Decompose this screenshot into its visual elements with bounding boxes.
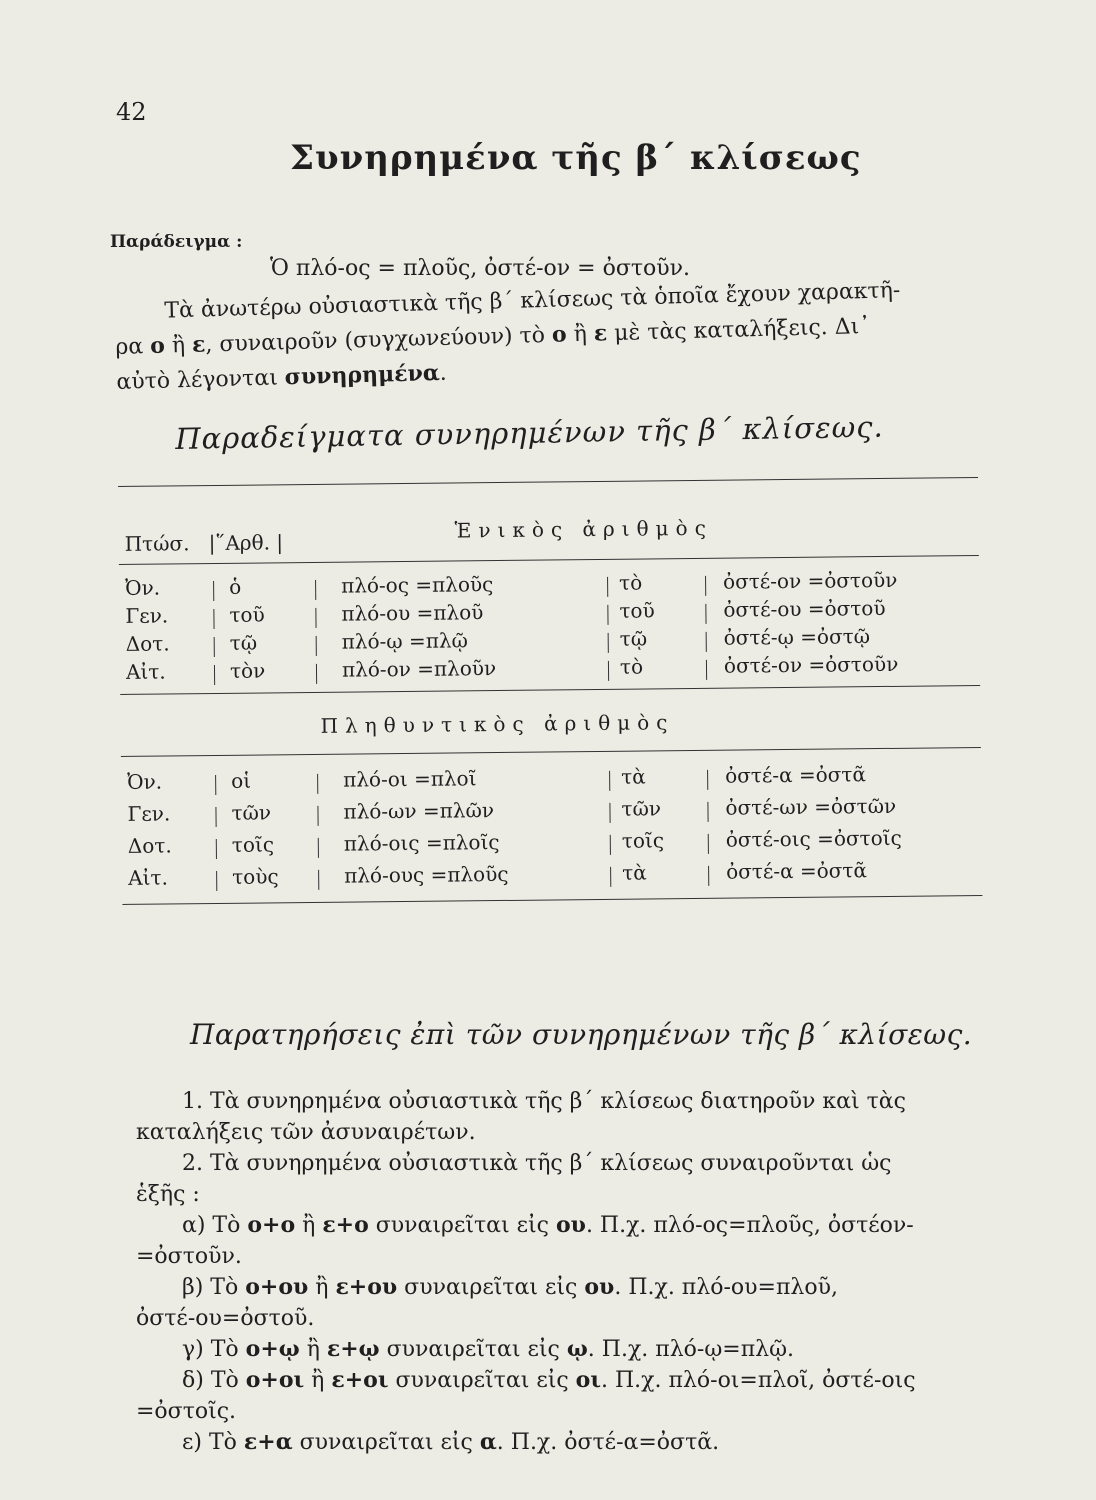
table-divider bbox=[215, 807, 216, 827]
table-divider bbox=[315, 580, 316, 600]
table-divider bbox=[608, 661, 609, 681]
table-rule bbox=[118, 477, 978, 487]
obs-text: ἢ bbox=[299, 1337, 327, 1362]
obs-bold: ο+οι bbox=[245, 1367, 305, 1393]
table-cell-form2: ὀστέ-α =ὀστᾶ bbox=[726, 858, 868, 884]
table-cell-form2: ὀστέ-ον =ὀστοῦν bbox=[722, 567, 898, 594]
observations-title: Παρατηρήσεις ἐπὶ τῶν συνηρημένων τῆς β΄ κλίσεως. bbox=[190, 1018, 973, 1051]
table-divider bbox=[216, 839, 217, 859]
table-cell-art2: τὰ bbox=[621, 764, 646, 789]
table-cell-case: Αἰτ. bbox=[128, 865, 169, 890]
obs-text: α) Τὸ bbox=[182, 1213, 248, 1238]
table-cell-art2: τῶν bbox=[621, 796, 662, 821]
table-divider bbox=[706, 660, 707, 680]
obs-text: συναιρεῖται εἰς bbox=[379, 1337, 567, 1362]
table-divider bbox=[214, 637, 215, 657]
table-cell-form1: πλό-ον =πλοῦν bbox=[341, 656, 497, 682]
table-cell-art1: τῷ bbox=[229, 630, 258, 655]
table-cell-art2: τὸ bbox=[618, 570, 643, 595]
obs-c bbox=[136, 1334, 1006, 1365]
page-title: Συνηρημένα τῆς β΄ κλίσεως bbox=[290, 138, 862, 178]
intro-text: . bbox=[439, 360, 448, 386]
table-divider bbox=[213, 581, 214, 601]
table-divider bbox=[607, 605, 608, 625]
table-cell-case: Ὀν. bbox=[127, 769, 163, 794]
intro-text: μὲ τὰς καταλήξεις. Δι᾽ bbox=[606, 313, 871, 347]
obs-text: συναιρεῖται εἰς bbox=[388, 1368, 576, 1393]
intro-text: ἢ bbox=[566, 321, 595, 348]
table-divider bbox=[706, 632, 707, 652]
table-cell-art1: οἱ bbox=[231, 768, 252, 793]
intro-bold: συνηρημένα bbox=[284, 359, 441, 391]
obs-b-cont: ὀστέ-ου=ὀστοῦ. bbox=[136, 1306, 315, 1331]
obs-text: . Π.χ. πλό-ῳ=πλῷ. bbox=[587, 1337, 795, 1362]
table-divider bbox=[316, 636, 317, 656]
table-divider bbox=[317, 806, 318, 826]
obs-d-cont: =ὀστοῖς. bbox=[136, 1399, 237, 1424]
table-divider bbox=[316, 664, 317, 684]
table-cell-case: Γεν. bbox=[127, 801, 171, 826]
intro-text: ἢ bbox=[164, 332, 193, 359]
table-divider bbox=[609, 771, 610, 791]
intro-bold: ο bbox=[149, 332, 166, 360]
table-cell-form1: πλό-ους =πλοῦς bbox=[344, 861, 509, 888]
table-divider bbox=[214, 665, 215, 685]
obs-text: . Π.χ. πλό-ου=πλοῦ, bbox=[614, 1275, 838, 1300]
obs-text: συναιρεῖται εἰς bbox=[397, 1275, 585, 1300]
obs-text: ε) Τὸ bbox=[182, 1430, 244, 1455]
obs-text: . Π.χ. ὀστέ-α=ὀστᾶ. bbox=[496, 1430, 720, 1455]
table-divider bbox=[315, 608, 316, 628]
obs-bold: ο+ῳ bbox=[245, 1336, 300, 1362]
table-divider bbox=[318, 838, 319, 858]
obs-d bbox=[136, 1365, 1006, 1396]
obs-bold: ῳ bbox=[566, 1336, 588, 1362]
obs-bold: ε+α bbox=[243, 1429, 293, 1455]
obs-bold: οι bbox=[575, 1367, 601, 1393]
table-divider bbox=[610, 867, 611, 887]
table-cell-art1: τοῖς bbox=[231, 832, 275, 857]
obs-text: ἢ bbox=[308, 1275, 336, 1300]
table-cell-art1: τὸν bbox=[229, 658, 266, 683]
table-divider bbox=[213, 609, 214, 629]
table-cell-form1: πλό-οις =πλοῖς bbox=[343, 830, 500, 856]
intro-bold: ε bbox=[593, 320, 608, 347]
obs-text: συναιρεῖται εἰς bbox=[292, 1430, 480, 1455]
table-cell-form1: πλό-οι =πλοῖ bbox=[343, 766, 477, 792]
table-divider bbox=[317, 774, 318, 794]
table-divider bbox=[705, 576, 706, 596]
table-cell-case: Ὀν. bbox=[125, 575, 161, 600]
obs-text: . Π.χ. πλό-ος=πλοῦς, ὀστέον- bbox=[585, 1213, 914, 1238]
obs-a-cont: =ὀστοῦν. bbox=[136, 1244, 242, 1269]
table-cell-form1: πλό-ων =πλῶν bbox=[343, 798, 495, 824]
col-header-case: Πτώσ. bbox=[124, 531, 190, 556]
col-header-article: |῞Αρθ. | bbox=[208, 530, 284, 556]
page-number: 42 bbox=[116, 98, 147, 126]
table-cell-art2: τὸ bbox=[619, 654, 644, 679]
obs-b bbox=[136, 1272, 1006, 1303]
table-cell-form2: ὀστέ-οις =ὀστοῖς bbox=[725, 825, 902, 852]
obs-bold: ε+οι bbox=[331, 1367, 389, 1393]
example-label: Παράδειγμα : bbox=[110, 232, 243, 252]
table-cell-art2: τῷ bbox=[619, 626, 648, 651]
intro-line-1: Τὰ ἀνωτέρω οὐσιαστικὰ τῆς β΄ κλίσεως τὰ ὁποῖα ἔχουν χαρακτῆ- bbox=[164, 278, 901, 324]
obs-bold: ε+ῳ bbox=[326, 1336, 380, 1362]
table-cell-art2: τοῦ bbox=[619, 598, 655, 623]
obs-bold: ο+ου bbox=[245, 1274, 309, 1300]
declension-table bbox=[118, 471, 993, 940]
table-cell-form1: πλό-ου =πλοῦ bbox=[341, 600, 484, 626]
table-divider bbox=[318, 870, 319, 890]
table-divider bbox=[607, 577, 608, 597]
table-cell-art1: τῶν bbox=[231, 800, 272, 825]
obs-1-line-1: 1. Τὰ συνηρημένα οὐσιαστικὰ τῆς β΄ κλίσεως διατηροῦν καὶ τὰς bbox=[182, 1089, 906, 1114]
table-cell-case: Δοτ. bbox=[125, 631, 170, 656]
table-subtitle: Παραδείγματα συνηρημένων τῆς β΄ κλίσεως. bbox=[175, 409, 884, 456]
table-cell-case: Γεν. bbox=[125, 603, 169, 628]
obs-bold: ου bbox=[555, 1212, 586, 1238]
table-cell-art2: τὰ bbox=[622, 860, 647, 885]
obs-text: συναιρεῖται εἰς bbox=[368, 1213, 556, 1238]
obs-text: γ) Τὸ bbox=[182, 1337, 246, 1362]
table-divider bbox=[707, 802, 708, 822]
table-cell-art1: τοῦ bbox=[229, 602, 265, 627]
intro-text: ρα bbox=[115, 334, 151, 360]
obs-1-line-2: καταλήξεις τῶν ἀσυναιρέτων. bbox=[136, 1120, 476, 1145]
intro-paragraph bbox=[114, 272, 987, 400]
obs-bold: ο+ο bbox=[247, 1212, 296, 1238]
table-cell-form2: ὀστέ-ῳ =ὀστῷ bbox=[723, 624, 871, 650]
table-divider bbox=[215, 775, 216, 795]
table-cell-form1: πλό-ος =πλοῦς bbox=[340, 572, 494, 598]
table-divider bbox=[708, 866, 709, 886]
obs-text: . Π.χ. πλό-οι=πλοῖ, ὀστέ-οις bbox=[601, 1368, 916, 1393]
obs-e bbox=[136, 1427, 1006, 1458]
table-cell-form2: ὀστέ-α =ὀστᾶ bbox=[725, 762, 867, 788]
obs-bold: ου bbox=[584, 1274, 615, 1300]
table-cell-art1: τοὺς bbox=[232, 864, 279, 889]
table-cell-case: Αἰτ. bbox=[125, 659, 166, 684]
table-cell-form1: πλό-ῳ =πλῷ bbox=[341, 628, 468, 654]
obs-bold: α bbox=[479, 1429, 497, 1455]
obs-2-line-1: 2. Τὰ συνηρημένα οὐσιαστικὰ τῆς β΄ κλίσεως συναιροῦνται ὡς bbox=[182, 1151, 892, 1176]
example-text: Ὁ πλό-ος = πλοῦς, ὀστέ-ον = ὀστοῦν. bbox=[270, 256, 691, 281]
table-cell-form2: ὀστέ-ον =ὀστοῦν bbox=[723, 651, 899, 678]
table-divider bbox=[608, 633, 609, 653]
obs-text: ἢ bbox=[304, 1368, 332, 1393]
intro-text: , συναιροῦν (συγχωνεύουν) τὸ bbox=[205, 322, 553, 358]
obs-a bbox=[136, 1210, 1006, 1241]
observations bbox=[136, 1086, 1006, 1458]
intro-bold: ε bbox=[191, 331, 206, 358]
intro-text: αὐτὸ λέγονται bbox=[116, 365, 286, 395]
table-rule bbox=[119, 555, 979, 565]
obs-2-line-2: ἑξῆς : bbox=[136, 1182, 200, 1207]
table-rule bbox=[122, 895, 982, 905]
table-rule bbox=[121, 747, 981, 757]
table-cell-form2: ὀστέ-ων =ὀστῶν bbox=[725, 793, 897, 820]
table-cell-art2: τοῖς bbox=[621, 828, 665, 853]
table-divider bbox=[609, 803, 610, 823]
table-divider bbox=[610, 835, 611, 855]
intro-bold: ο bbox=[551, 321, 568, 348]
table-rule bbox=[120, 685, 980, 695]
singular-heading: Ἑνικὸς ἀριθμὸς bbox=[454, 515, 713, 543]
obs-bold: ε+ου bbox=[335, 1274, 398, 1300]
obs-bold: ε+ο bbox=[322, 1212, 369, 1238]
table-divider bbox=[708, 834, 709, 854]
plural-heading: Πληθυντικὸς ἀριθμὸς bbox=[320, 710, 675, 738]
obs-text: β) Τὸ bbox=[182, 1275, 246, 1300]
table-cell-form2: ὀστέ-ου =ὀστοῦ bbox=[723, 595, 886, 622]
obs-text: δ) Τὸ bbox=[182, 1368, 246, 1393]
table-cell-art1: ὁ bbox=[228, 574, 242, 599]
table-divider bbox=[216, 871, 217, 891]
table-divider bbox=[705, 604, 706, 624]
table-divider bbox=[707, 770, 708, 790]
table-cell-case: Δοτ. bbox=[127, 833, 172, 858]
obs-text: ἢ bbox=[295, 1213, 323, 1238]
